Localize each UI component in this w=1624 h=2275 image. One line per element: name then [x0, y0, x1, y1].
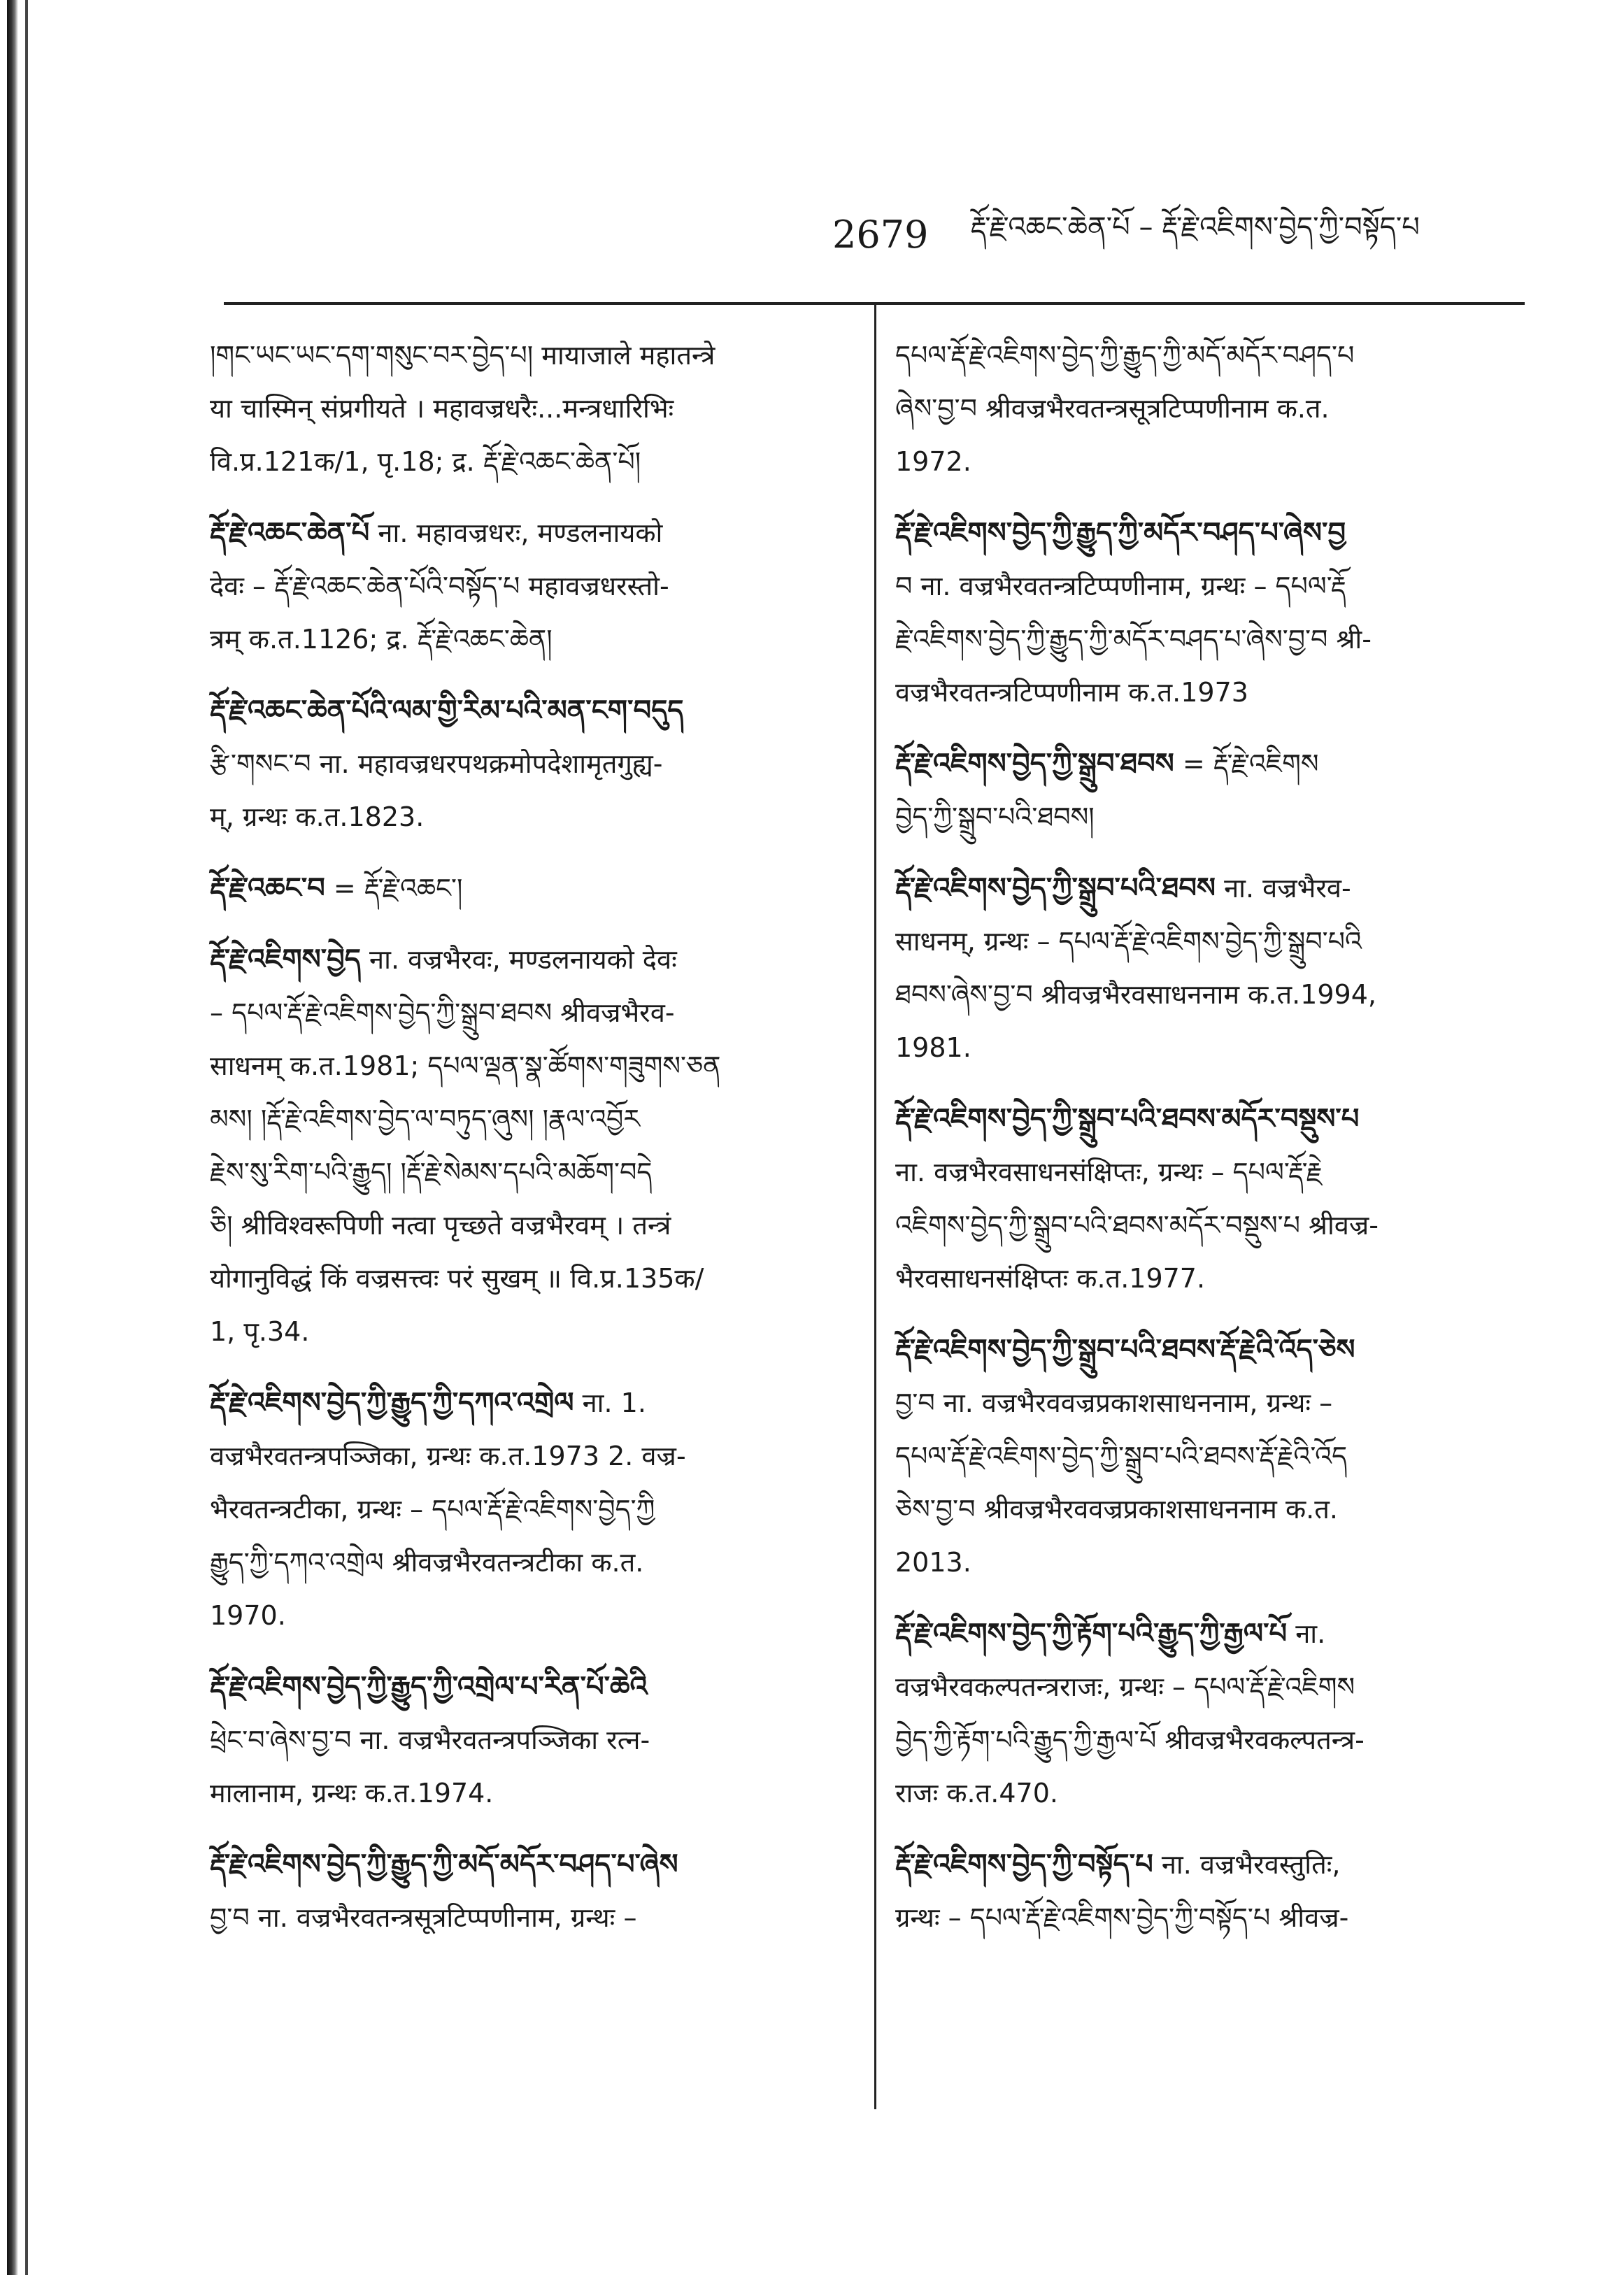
entry-definition: །གང་ཡང་ཡང་དག་གསུང་བར་བྱེད་པ། मायाजाले महातन्त्रे या चास्मिन् संप्रगीयते । महावज्रधरैः...मन्त्रधारिभिः वि.प्र.121क/1, पृ.18; द्र. རྡོ་རྗེ་འཆང་ཆེན་པོ།	[210, 340, 715, 477]
entry-definition: = རྡོ་རྗེ་འཇིགས བྱེད་ཀྱི་སྒྲུབ་པའི་ཐབས།	[895, 748, 1319, 832]
right-column	[895, 329, 1528, 1962]
dictionary-entry	[895, 1607, 1528, 1820]
entry-headword: རྡོ་རྗེ་འཆང་བ	[210, 872, 325, 904]
entry-headword: རྡོ་རྗེ་འཇིགས་བྱེད་ཀྱི་རྒྱུད་ཀྱི་མདོ་མདོར་བཤད་པ་ཞེས	[210, 1848, 678, 1881]
dictionary-entry	[210, 862, 843, 915]
binding-line	[25, 0, 28, 2275]
entry-headword: རྡོ་རྗེ་འཇིགས་བྱེད་ཀྱི་རྟོག་པའི་རྒྱུད་ཀྱི་རྒྱལ་པོ	[895, 1618, 1288, 1650]
entry-headword: རྡོ་རྗེ་འཆང་ཆེན་པོ	[210, 517, 370, 549]
dictionary-entry	[895, 1092, 1528, 1305]
entry-definition: ना. वज्रभैरवकल्पतन्त्रराजः, ग्रन्थः – དཔལ་རྡོ་རྗེ་འཇིགས བྱེད་ཀྱི་རྟོག་པའི་རྒྱུད་ཀྱི་རྒྱལ་པོ श्रीवज्रभैरवकल्पतन्त्र- राजः क.त.470.	[895, 1618, 1365, 1809]
entry-headword: རྡོ་རྗེ་འཇིགས་བྱེད་ཀྱི་སྒྲུབ་པའི་ཐབས་མདོར་བསྡུས་པ	[895, 1103, 1360, 1135]
entry-definition: བྱ་བ ना. वज्रभैरववज्रप्रकाशसाधननाम, ग्रन्थः – དཔལ་རྡོ་རྗེ་འཇིགས་བྱེད་ཀྱི་སྒྲུབ་པའི་ཐབས་རྡོ་རྗེའི་འོད ཅེས་བྱ་བ श्रीवज्रभैरववज्रप्रकाशसाधननाम क.त. 2013.	[895, 1388, 1348, 1578]
dictionary-entry	[210, 1838, 843, 1944]
entry-headword: རྡོ་རྗེ་འཇིགས་བྱེད་ཀྱི་རྒྱུད་ཀྱི་འགྲེལ་པ་རིན་པོ་ཆེའི	[210, 1671, 648, 1703]
entry-definition: རྩི་གསང་བ ना. महावज्रधरपथक्रमोपदेशामृतगुह्य- म्, ग्रन्थः क.त.1823.	[210, 748, 663, 832]
entry-headword: རྡོ་རྗེ་འཇིགས་བྱེད་ཀྱི་སྒྲུབ་པའི་ཐབས	[895, 872, 1216, 904]
entry-definition: ना. महावज्रधरः, मण्डलनायको देवः – རྡོ་རྗེ་འཆང་ཆེན་པོའི་བསྟོད་པ महावज्रधरस्तो- त्रम् क.त.1126; द्र. རྡོ་རྗེ་འཆང་ཆེན།	[210, 518, 669, 655]
dictionary-entry	[895, 329, 1528, 488]
left-column	[210, 329, 843, 1962]
dictionary-entry	[895, 1838, 1528, 1944]
entry-definition: = རྡོ་རྗེ་འཆང་།	[333, 873, 463, 904]
dictionary-entry	[210, 506, 843, 666]
dictionary-entry	[210, 1660, 843, 1820]
dictionary-entry	[210, 1376, 843, 1642]
dictionary-entry	[895, 1323, 1528, 1589]
entry-definition: ना. 1. वज्रभैरवतन्त्रपञ्जिका, ग्रन्थः क.त.1973 2. वज्र- भैरवतन्त्रटीका, ग्रन्थः – དཔལ་རྡོ་རྗེ་འཇིགས་བྱེད་ཀྱི རྒྱུད་ཀྱི་དཀའ་འགྲེལ श्रीवज्रभैरवतन्त्रटीका क.त. 1970.	[210, 1388, 686, 1631]
page-number: 2679	[832, 212, 929, 257]
dictionary-entry	[895, 737, 1528, 843]
page-header	[832, 203, 1532, 266]
column-divider	[874, 305, 876, 2109]
entry-definition: ना. वज्रभैरवस्तुतिः, ग्रन्थः – དཔལ་རྡོ་རྗེ་འཇིགས་བྱེད་ཀྱི་བསྟོད་པ श्रीवज्र-	[895, 1849, 1349, 1933]
entry-definition: ना. वज्रभैरवः, मण्डलनायको देवः – དཔལ་རྡོ་རྗེ་འཇིགས་བྱེད་ཀྱི་སྒྲུབ་ཐབས श्रीवज्रभैरव- साधनम् क.त.1981; དཔལ་ལྡན་སྣ་ཚོགས་གཟུགས་ཅན མས། །རྡོ་རྗེ་འཇིགས་བྱེད་ལ་བཏུད་ཞུས། །རྣལ་འབྱོར རྗེས་སུ་རིག་པའི་རྒྱུད། །རྡོ་རྗེ་སེམས་དཔའི་མཆོག་བདེ ཅི། श्रीविश्वरूपिणी नत्वा पृच्छते वज्रभैरवम् । तन्त्रं योगानुविद्धं किं वज्रसत्त्वः परं सुखम् ॥ वि.प्र.135क/ 1, पृ.34.	[210, 944, 721, 1347]
entry-definition: ना. वज्रभैरव- साधनम्, ग्रन्थः – དཔལ་རྡོ་རྗེ་འཇིགས་བྱེད་ཀྱི་སྒྲུབ་པའི ཐབས་ཞེས་བྱ་བ श्रीवज्रभैरवसाधननाम क.त.1994, 1981.	[895, 873, 1376, 1063]
dictionary-entry	[210, 933, 843, 1358]
entry-headword: རྡོ་རྗེ་འཆང་ཆེན་པོའི་ལམ་གྱི་རིམ་པའི་མན་ངག་བདུད	[210, 694, 684, 727]
entry-definition: ना. वज्रभैरवसाधनसंक्षिप्तः, ग्रन्थः – དཔལ་རྡོ་རྗེ འཇིགས་བྱེད་ཀྱི་སྒྲུབ་པའི་ཐབས་མདོར་བསྡུས་པ श्रीवज्र- भैरवसाधनसंक्षिप्तः क.त.1977.	[895, 1157, 1379, 1294]
entry-definition: བྱ་བ ना. वज्रभैरवतन्त्रसूत्रटिप्पणीनाम, ग्रन्थः –	[210, 1902, 637, 1933]
entry-definition: བ ना. वज्रभैरवतन्त्रटिप्पणीनाम, ग्रन्थः – དཔལ་རྡོ རྗེ་འཇིགས་བྱེད་ཀྱི་རྒྱུད་ཀྱི་མདོར་བཤད་པ་ཞེས་བྱ་བ श्री- वज्रभैरवतन्त्रटिप्पणीनाम क.त.1973	[895, 571, 1372, 708]
entry-headword: རྡོ་རྗེ་འཇིགས་བྱེད	[210, 943, 361, 976]
entry-headword: རྡོ་རྗེ་འཇིགས་བྱེད་ཀྱི་རྒྱུད་ཀྱི་མདོར་བཤད་པ་ཞེས་བྱ	[895, 517, 1346, 549]
entry-headword: རྡོ་རྗེ་འཇིགས་བྱེད་ཀྱི་སྒྲུབ་པའི་ཐབས་རྡོ་རྗེའི་འོད་ཅེས	[895, 1334, 1355, 1366]
entry-definition: ཕྲེང་བ་ཞེས་བྱ་བ ना. वज्रभैरवतन्त्रपञ्जिका रत्न- मालानाम, ग्रन्थः क.त.1974.	[210, 1725, 650, 1809]
dictionary-entry	[210, 329, 843, 488]
entry-headword: རྡོ་རྗེ་འཇིགས་བྱེད་ཀྱི་རྒྱུད་ཀྱི་དཀའ་འགྲེལ	[210, 1387, 574, 1419]
entry-headword: རྡོ་རྗེ་འཇིགས་བྱེད་ཀྱི་སྒྲུབ་ཐབས	[895, 748, 1174, 780]
entry-headword: རྡོ་རྗེ་འཇིགས་བྱེད་ཀྱི་བསྟོད་པ	[895, 1848, 1153, 1881]
running-head: རྡོ་རྗེ་འཆང་ཆེན་པོ – རྡོ་རྗེ་འཇིགས་བྱེད་ཀྱི་བསྟོད་པ	[970, 211, 1420, 243]
dictionary-entry	[210, 684, 843, 843]
entry-definition: དཔལ་རྡོ་རྗེ་འཇིགས་བྱེད་ཀྱི་རྒྱུད་ཀྱི་མདོ་མདོར་བཤད་པ ཞེས་བྱ་བ श्रीवज्रभैरवतन्त्रसूत्रटिप्पणीनाम क.त. 1972.	[895, 340, 1355, 477]
binding-shadow	[7, 0, 18, 2275]
dictionary-entry	[895, 506, 1528, 719]
dictionary-entry	[895, 862, 1528, 1074]
